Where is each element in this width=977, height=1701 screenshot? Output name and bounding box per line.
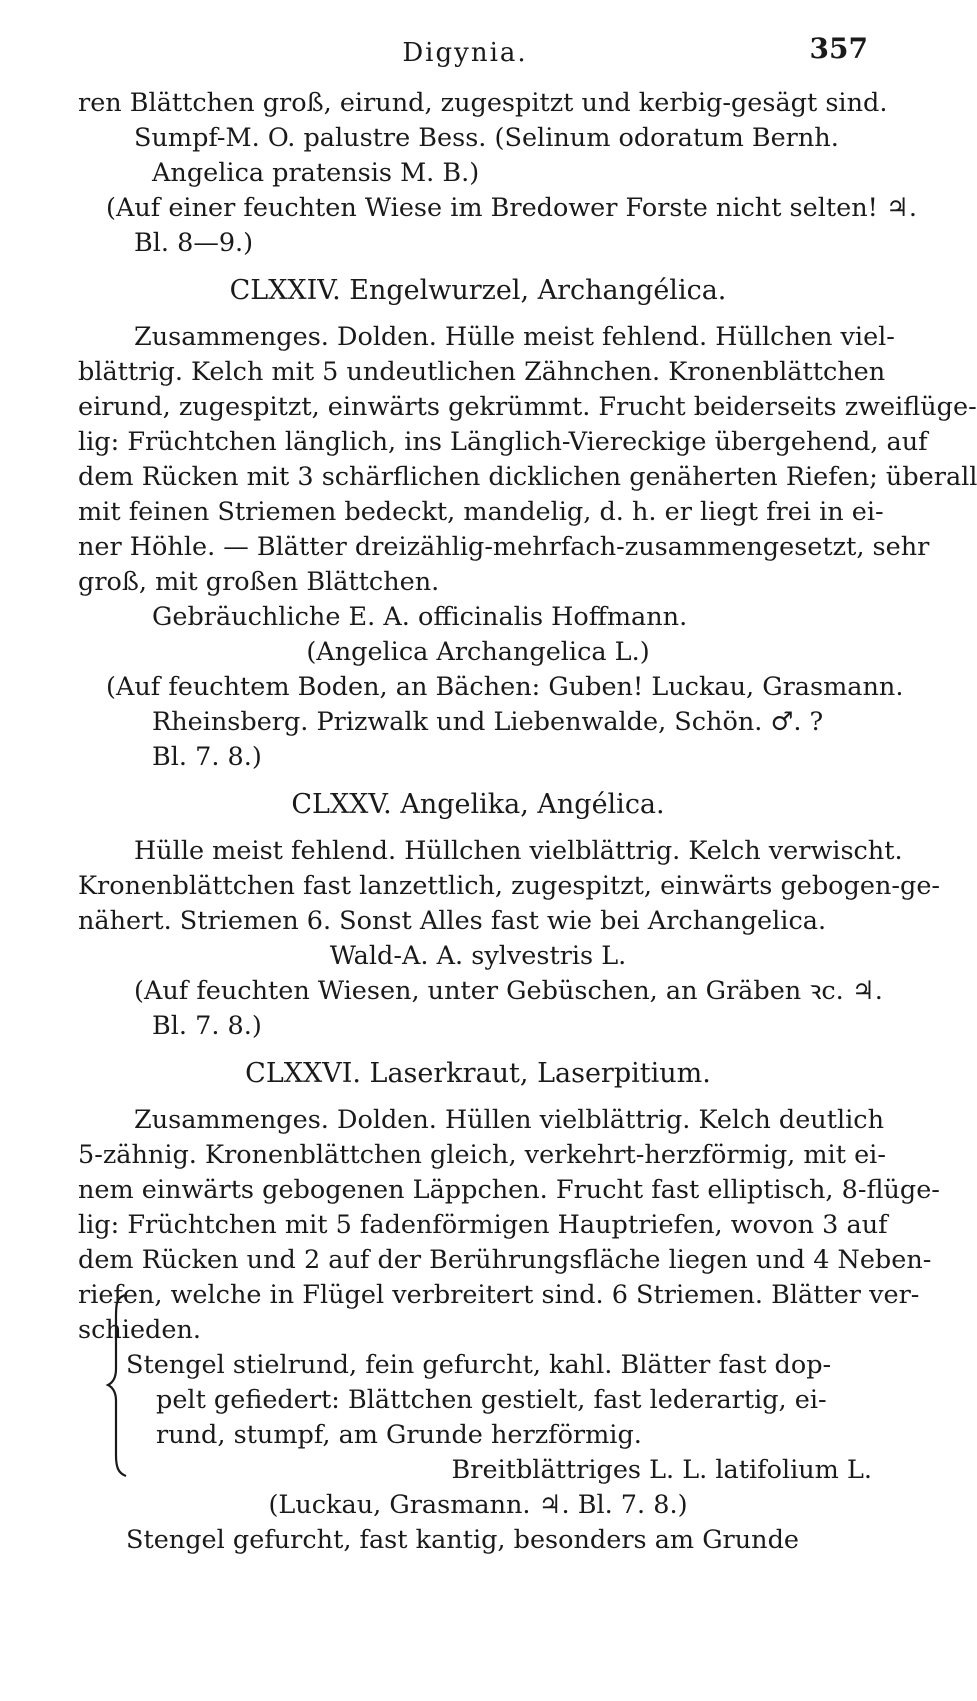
running-title: Digynia.: [402, 38, 528, 68]
text-line: blättrig. Kelch mit 5 undeutlichen Zähnchen. Kronenblättchen: [78, 357, 886, 387]
text-line: (Auf feuchtem Boden, an Bächen: Guben! Luckau, Grasmann.: [106, 672, 904, 702]
text-line: mit feinen Striemen bedeckt, mandelig, d. h. er liegt frei in ei-: [78, 497, 884, 527]
text-line: dem Rücken und 2 auf der Berührungsfläche liegen und 4 Neben-: [78, 1245, 932, 1275]
text-line: Hülle meist fehlend. Hüllchen vielblättrig. Kelch verwischt.: [134, 836, 903, 866]
text-line: (Auf einer feuchten Wiese im Bredower Forste nicht selten! ♃.: [106, 193, 917, 223]
text-line: (Auf feuchten Wiesen, unter Gebüschen, an Gräben ꝛc. ♃.: [134, 976, 883, 1006]
section-heading: CLXXIV. Engelwurzel, Archangélica.: [229, 275, 727, 306]
text-line: (Angelica Archangelica L.): [306, 637, 650, 667]
text-line: nähert. Striemen 6. Sonst Alles fast wie bei Archangelica.: [78, 906, 827, 936]
text-line: dem Rücken mit 3 schärflichen dicklichen genäherten Riefen; überall: [78, 462, 977, 492]
text-line: Rheinsberg. Prizwalk und Liebenwalde, Schön. ♂. ?: [152, 707, 824, 737]
text-line: Kronenblättchen fast lanzettlich, zugespitzt, einwärts gebogen-ge-: [78, 871, 941, 901]
text-line: Stengel gefurcht, fast kantig, besonders am Grunde: [126, 1525, 800, 1555]
text-line: Sumpf-M. O. palustre Bess. (Selinum odoratum Bernh.: [134, 123, 839, 153]
text-line: rund, stumpf, am Grunde herzförmig.: [156, 1420, 642, 1450]
text-line: schieden.: [78, 1315, 201, 1345]
text-line: lig: Früchtchen länglich, ins Länglich-Viereckige übergehend, auf: [78, 427, 928, 457]
text-line: ren Blättchen groß, eirund, zugespitzt und kerbig-gesägt sind.: [78, 88, 888, 118]
text-line: Zusammenges. Dolden. Hüllen vielblättrig. Kelch deutlich: [134, 1105, 884, 1135]
text-line: Gebräuchliche E. A. officinalis Hoffmann.: [152, 602, 688, 632]
text-line: pelt gefiedert: Blättchen gestielt, fast lederartig, ei-: [156, 1385, 827, 1415]
text-line: Bl. 8—9.): [134, 228, 254, 258]
text-line: eirund, zugespitzt, einwärts gekrümmt. Frucht beiderseits zweiflüge-: [78, 392, 977, 422]
text-line: Stengel stielrund, fein gefurcht, kahl. Blätter fast dop-: [126, 1350, 832, 1380]
text-line: 5-zähnig. Kronenblättchen gleich, verkehrt-herzförmig, mit ei-: [78, 1140, 886, 1170]
section-heading: CLXXV. Angelika, Angélica.: [291, 789, 665, 820]
text-line: Bl. 7. 8.): [152, 742, 262, 772]
section-heading: CLXXVI. Laserkraut, Laserpitium.: [245, 1058, 711, 1089]
text-line: ner Höhle. — Blätter dreizählig-mehrfach-zusammengesetzt, sehr: [78, 532, 930, 562]
text-line: Zusammenges. Dolden. Hülle meist fehlend. Hüllchen viel-: [134, 322, 895, 352]
page-number: 357: [809, 32, 868, 65]
body-text: [78, 86, 977, 1558]
text-line: lig: Früchtchen mit 5 fadenförmigen Hauptriefen, wovon 3 auf: [78, 1210, 888, 1240]
curly-brace-icon: [106, 1293, 130, 1478]
text-line: riefen, welche in Flügel verbreitert sind. 6 Striemen. Blätter ver-: [78, 1280, 920, 1310]
text-line: Breitblättriges L. L. latifolium L.: [451, 1455, 872, 1485]
text-line: groß, mit großen Blättchen.: [78, 567, 440, 597]
text-line: Bl. 7. 8.): [152, 1011, 262, 1041]
page-header: [0, 32, 930, 72]
text-line: Angelica pratensis M. B.): [152, 158, 480, 188]
text-line: Wald-A. A. sylvestris L.: [329, 941, 627, 971]
text-line: nem einwärts gebogenen Läppchen. Frucht fast elliptisch, 8-flüge-: [78, 1175, 940, 1205]
text-line: (Luckau, Grasmann. ♃. Bl. 7. 8.): [268, 1490, 688, 1520]
